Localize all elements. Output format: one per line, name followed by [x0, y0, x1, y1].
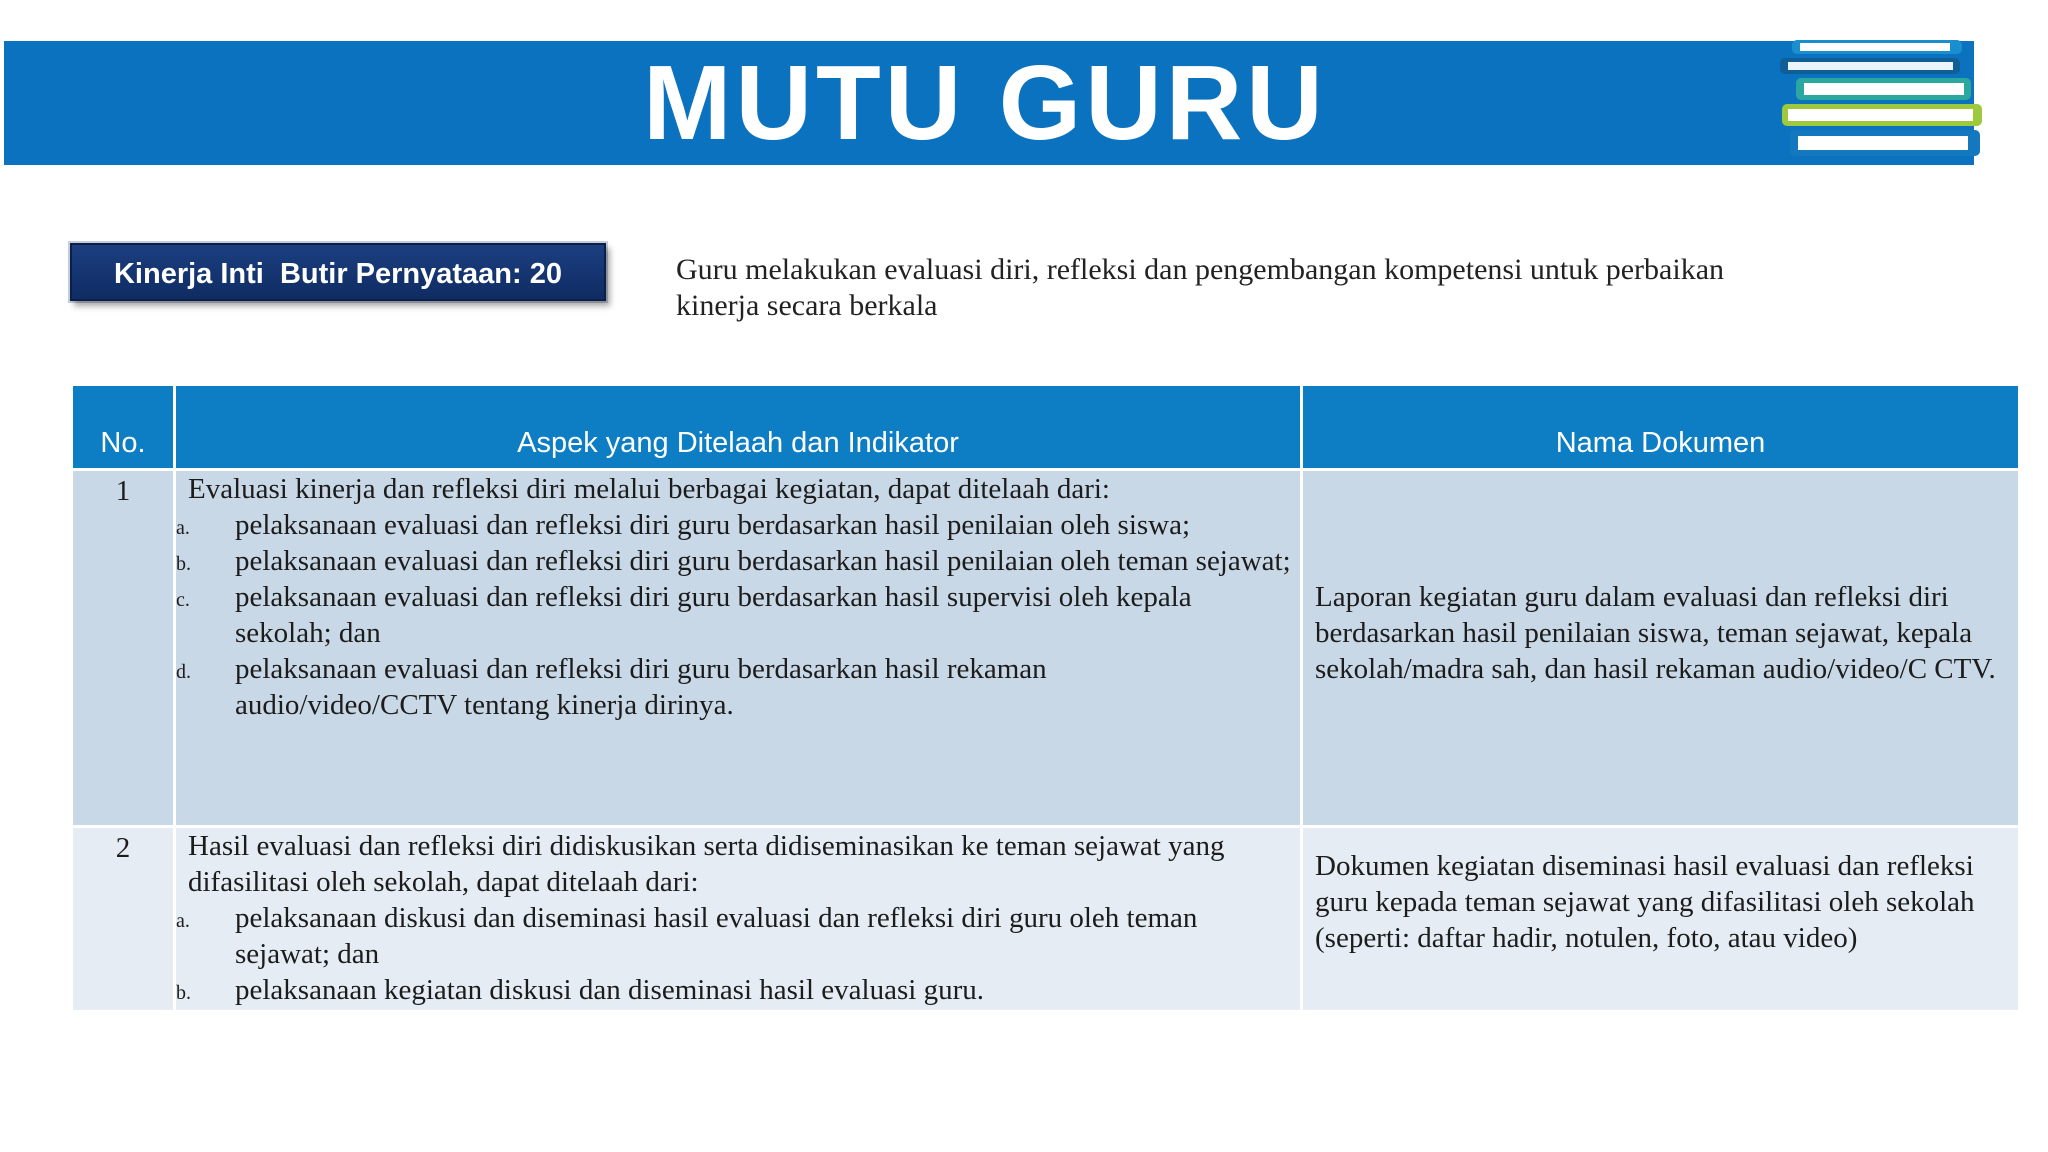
column-header-aspek: Aspek yang Ditelaah dan Indikator — [176, 386, 1300, 468]
table-row-2-dokumen: Dokumen kegiatan diseminasi hasil evaluasi dan refleksi guru kepada teman sejawat yang difasilitasi oleh sekolah (seperti: daftar hadir, notulen, foto, atau video) — [1303, 828, 2018, 1010]
list-item: d. pelaksanaan evaluasi dan refleksi diri guru berdasarkan hasil rekaman audio/video/CCTV tentang kinerja dirinya. — [176, 653, 1047, 721]
stack-of-books-icon — [1770, 30, 2010, 170]
table-row-2-no: 2 — [73, 828, 173, 1010]
kinerja-badge: Kinerja Inti Butir Pernyataan: 20 — [70, 243, 606, 301]
column-header-no: No. — [73, 386, 173, 468]
page-title: MUTU GURU — [643, 44, 1327, 162]
list-item: b. pelaksanaan kegiatan diskusi dan diseminasi hasil evaluasi guru. — [176, 974, 984, 1006]
table-row-1-aspek — [176, 471, 1300, 825]
list-item: a. pelaksanaan diskusi dan diseminasi hasil evaluasi dan refleksi diri guru oleh teman sejawat; dan — [176, 902, 1198, 970]
column-header-dokumen: Nama Dokumen — [1303, 386, 2018, 468]
row-1-intro: Evaluasi kinerja dan refleksi diri melalui berbagai kegiatan, dapat ditelaah dari: — [188, 473, 1110, 505]
row-2-intro: Hasil evaluasi dan refleksi diri didiskusikan serta didiseminasikan ke teman sejawat yang difasilitasi oleh sekolah, dapat ditelaah dari: — [188, 830, 1225, 898]
table-row-1-dokumen: Laporan kegiatan guru dalam evaluasi dan refleksi diri berdasarkan hasil penilaian siswa, teman sejawat, kepala sekolah/madra sah, dan hasil rekaman audio/video/C CTV. — [1303, 471, 2018, 825]
list-item: a. pelaksanaan evaluasi dan refleksi diri guru berdasarkan hasil penilaian oleh siswa; — [176, 509, 1191, 541]
list-item: b. pelaksanaan evaluasi dan refleksi diri guru berdasarkan hasil penilaian oleh teman sejawat; — [176, 545, 1291, 577]
table-row-1-no: 1 — [73, 471, 173, 825]
list-item: c. pelaksanaan evaluasi dan refleksi diri guru berdasarkan hasil supervisi oleh kepala sekolah; dan — [176, 581, 1192, 649]
table-row-2-aspek — [176, 828, 1300, 1010]
statement-text: Guru melakukan evaluasi diri, refleksi dan pengembangan kompetensi untuk perbaikan kinerja secara berkala — [676, 253, 1725, 322]
